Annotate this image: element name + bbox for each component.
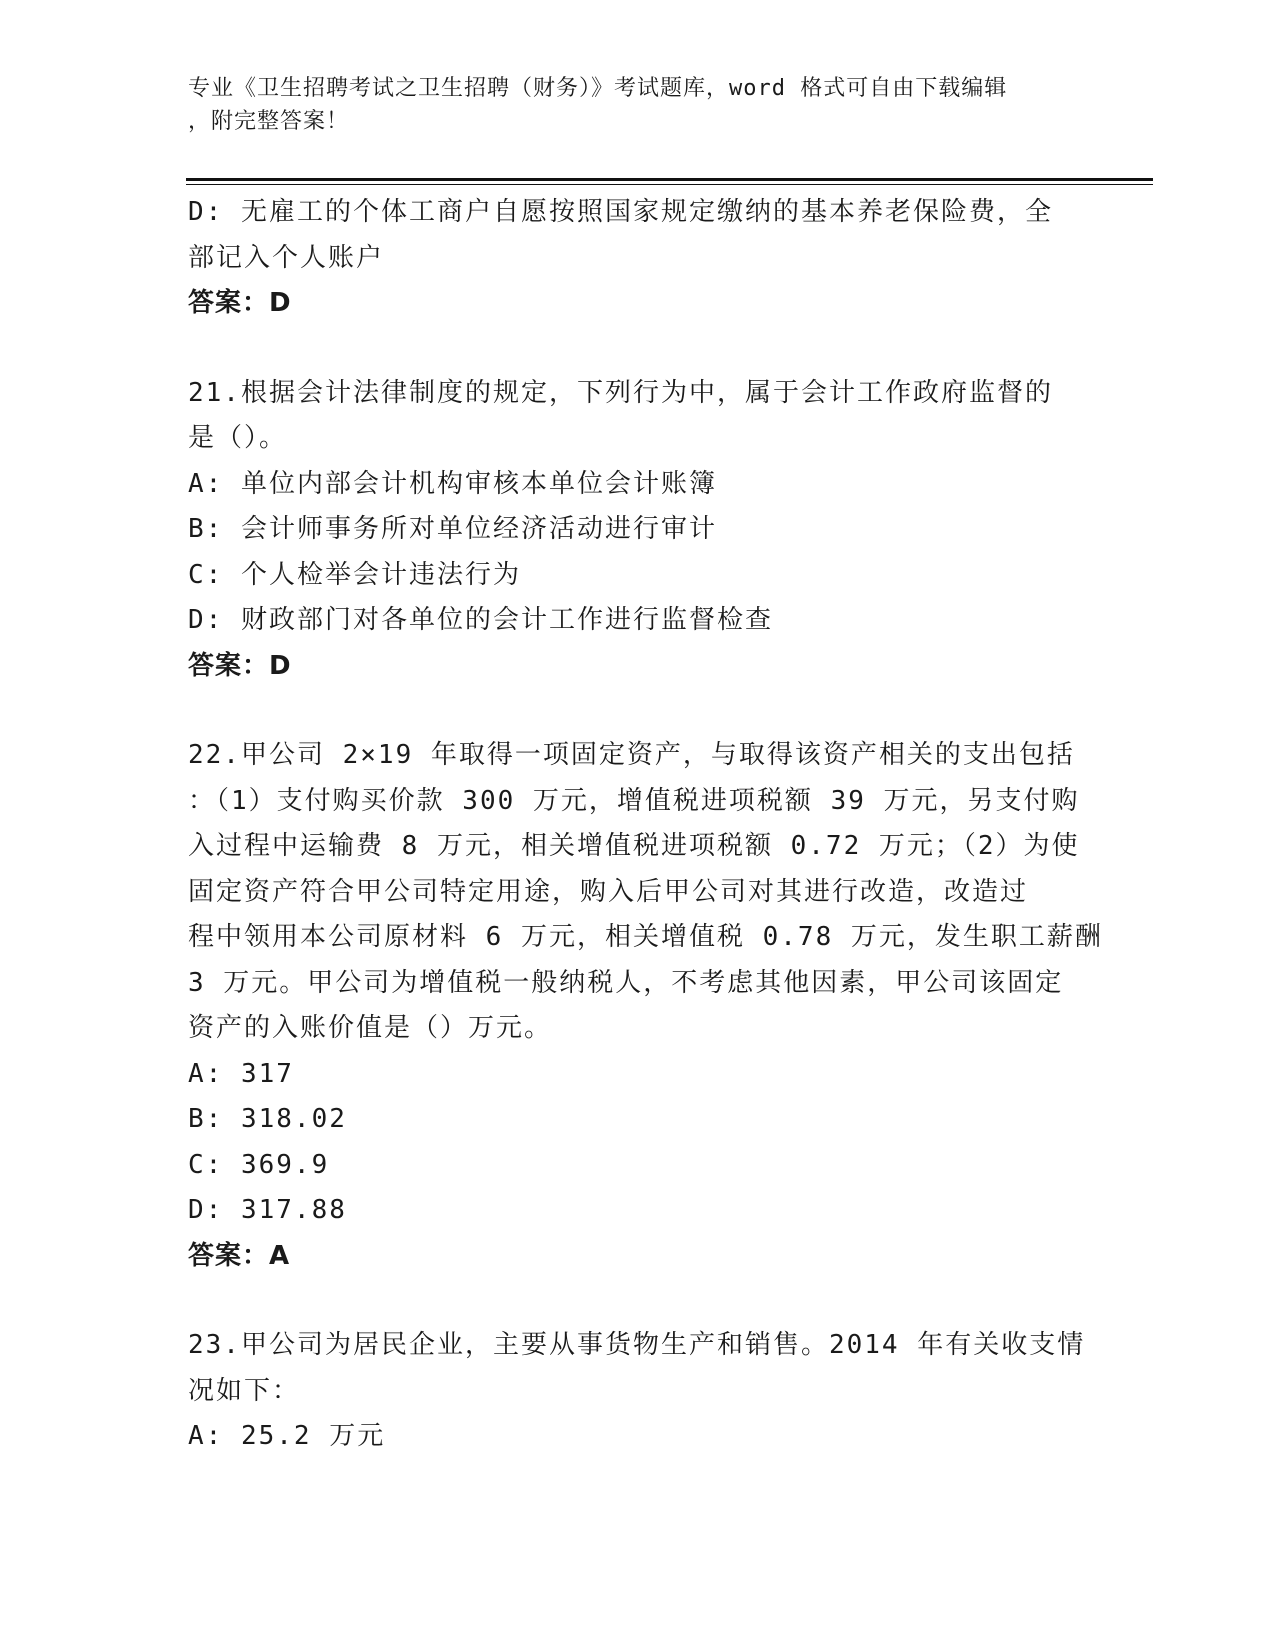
question-stem-line: 况如下： (188, 1375, 301, 1406)
question-stem-line: 21.根据会计法律制度的规定，下列行为中，属于会计工作政府监督的 (188, 377, 1053, 408)
question-stem-line: 23.甲公司为居民企业，主要从事货物生产和销售。2014 年有关收支情 (188, 1330, 1086, 1360)
option-d: D: 财政部门对各单位的会计工作进行监督检查 (188, 605, 773, 635)
question-stem-line: 程中领用本公司原材料 6 万元，相关增值税 0.78 万元，发生职工薪酬 (188, 922, 1103, 952)
option-d: D: 317.88 (188, 1195, 347, 1225)
question-21 (188, 371, 1088, 690)
header-rule-thin (186, 184, 1153, 185)
header-rule-thick (186, 178, 1153, 181)
option-d-line-1: D: 无雇工的个体工商户自愿按照国家规定缴纳的基本养老保险费，全 (188, 197, 1053, 227)
page-header (188, 72, 1088, 138)
question-22 (188, 733, 1103, 1279)
option-b: B: 会计师事务所对单位经济活动进行审计 (188, 514, 717, 544)
option-b: B: 318.02 (188, 1104, 347, 1134)
document-body (188, 190, 1103, 1460)
option-d-line-2: 部记入个人账户 (188, 242, 385, 273)
spacer (188, 327, 1088, 371)
question-stem-line: 是（）。 (188, 423, 288, 453)
option-c: C: 369.9 (188, 1149, 330, 1180)
option-a: A: 25.2 万元 (188, 1421, 386, 1451)
question-stem-line: 入过程中运输费 8 万元，相关增值税进项税额 0.72 万元；（2）为使 (188, 831, 1080, 861)
option-a: A: 单位内部会计机构审核本单位会计账簿 (188, 468, 717, 499)
answer-line: 答案：D (188, 650, 292, 681)
option-a: A: 317 (188, 1058, 294, 1089)
question-stem-line: 资产的入账价值是（）万元。 (188, 1013, 553, 1043)
option-c: C: 个人检举会计违法行为 (188, 559, 521, 590)
question-stem-line: 3 万元。甲公司为增值税一般纳税人，不考虑其他因素，甲公司该固定 (188, 967, 1064, 998)
question-stem-line: ：（1）支付购买价款 300 万元，增值税进项税额 39 万元，另支付购 (188, 785, 1080, 816)
prev-question-block (188, 190, 1088, 327)
spacer (188, 689, 1088, 733)
question-stem-line: 固定资产符合甲公司特定用途，购入后甲公司对其进行改造，改造过 (188, 876, 1029, 907)
question-stem-line: 22.甲公司 2×19 年取得一项固定资产，与取得该资产相关的支出包括 (188, 740, 1075, 770)
answer-line: 答案：A (188, 1240, 291, 1271)
header-line-2: ，附完整答案！ (188, 109, 350, 134)
answer-line: 答案：D (188, 288, 292, 318)
question-23 (188, 1323, 1088, 1460)
spacer (188, 1279, 1088, 1323)
header-line-1: 专业《卫生招聘考试之卫生招聘（财务）》考试题库，word 格式可自由下载编辑 (188, 76, 1008, 101)
